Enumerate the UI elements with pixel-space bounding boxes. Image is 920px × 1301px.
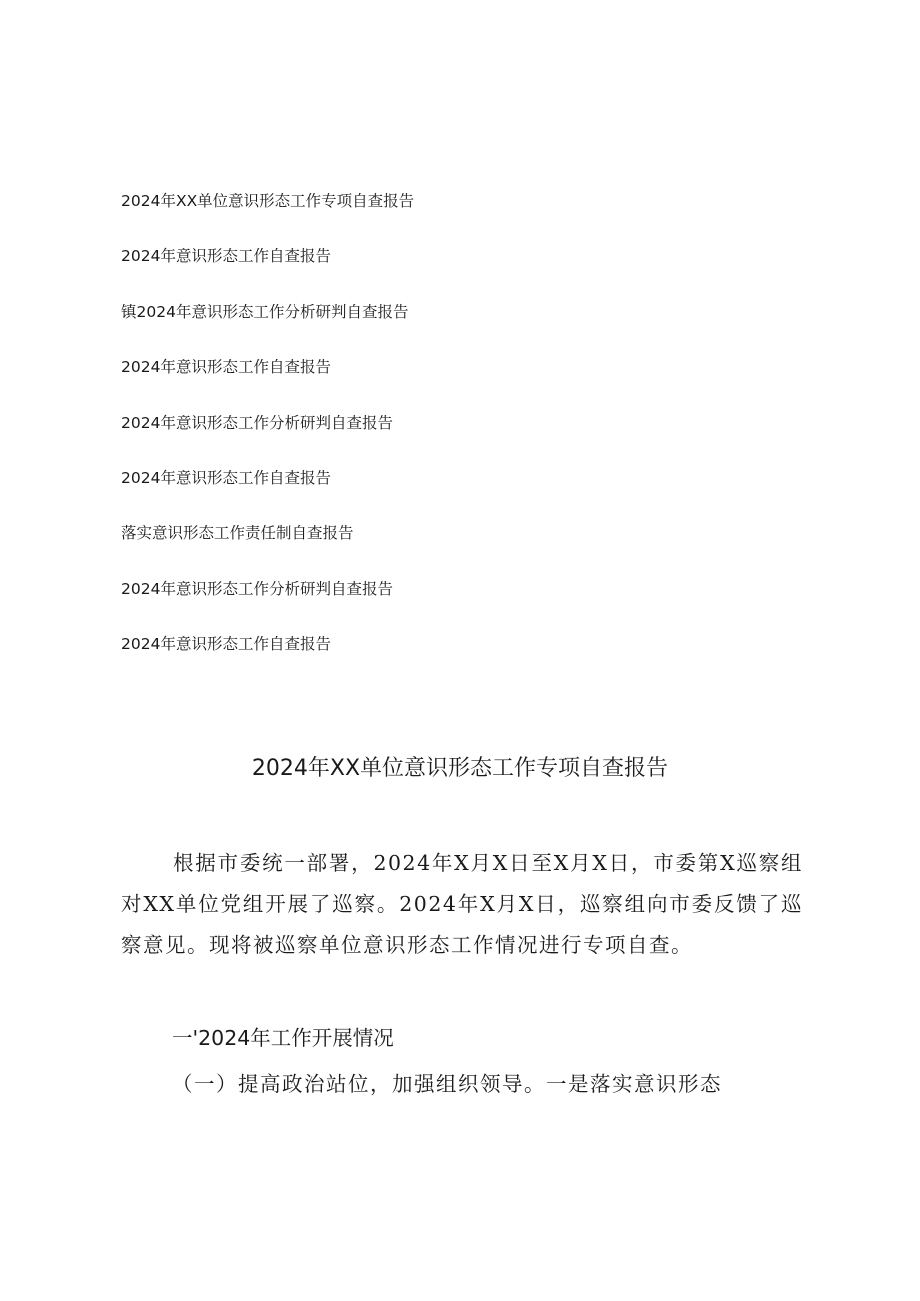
toc-item-8: 2024年意识形态工作分析研判自查报告 — [121, 579, 393, 598]
toc-item-7: 落实意识形态工作责任制自查报告 — [121, 524, 354, 543]
intro-paragraph: 根据市委统一部署，2024年X月X日至X月X日，市委第X巡察组对XX单位党组开展了巡察。2024年X月X日，巡察组向市委反馈了巡察意见。现将被巡察单位意识形态工作情况进行专项自查。 — [121, 851, 803, 957]
toc-item-5: 2024年意识形态工作分析研判自查报告 — [121, 413, 393, 432]
table-of-contents — [121, 190, 821, 689]
document-title: 2024年XX单位意识形态工作专项自查报告 — [251, 756, 669, 781]
toc-item-2: 2024年意识形态工作自查报告 — [121, 247, 331, 266]
section-heading: 一'2024年工作开展情况 — [172, 1026, 394, 1050]
toc-item-4: 2024年意识形态工作自查报告 — [121, 358, 331, 377]
toc-item-3: 镇2024年意识形态工作分析研判自查报告 — [121, 302, 409, 321]
toc-item-6: 2024年意识形态工作自查报告 — [121, 468, 331, 487]
toc-item-9: 2024年意识形态工作自查报告 — [121, 635, 331, 654]
subsection-paragraph: （一）提高政治站位，加强组织领导。一是落实意识形态 — [172, 1072, 722, 1096]
toc-item-1: 2024年XX单位意识形态工作专项自查报告 — [121, 192, 415, 210]
